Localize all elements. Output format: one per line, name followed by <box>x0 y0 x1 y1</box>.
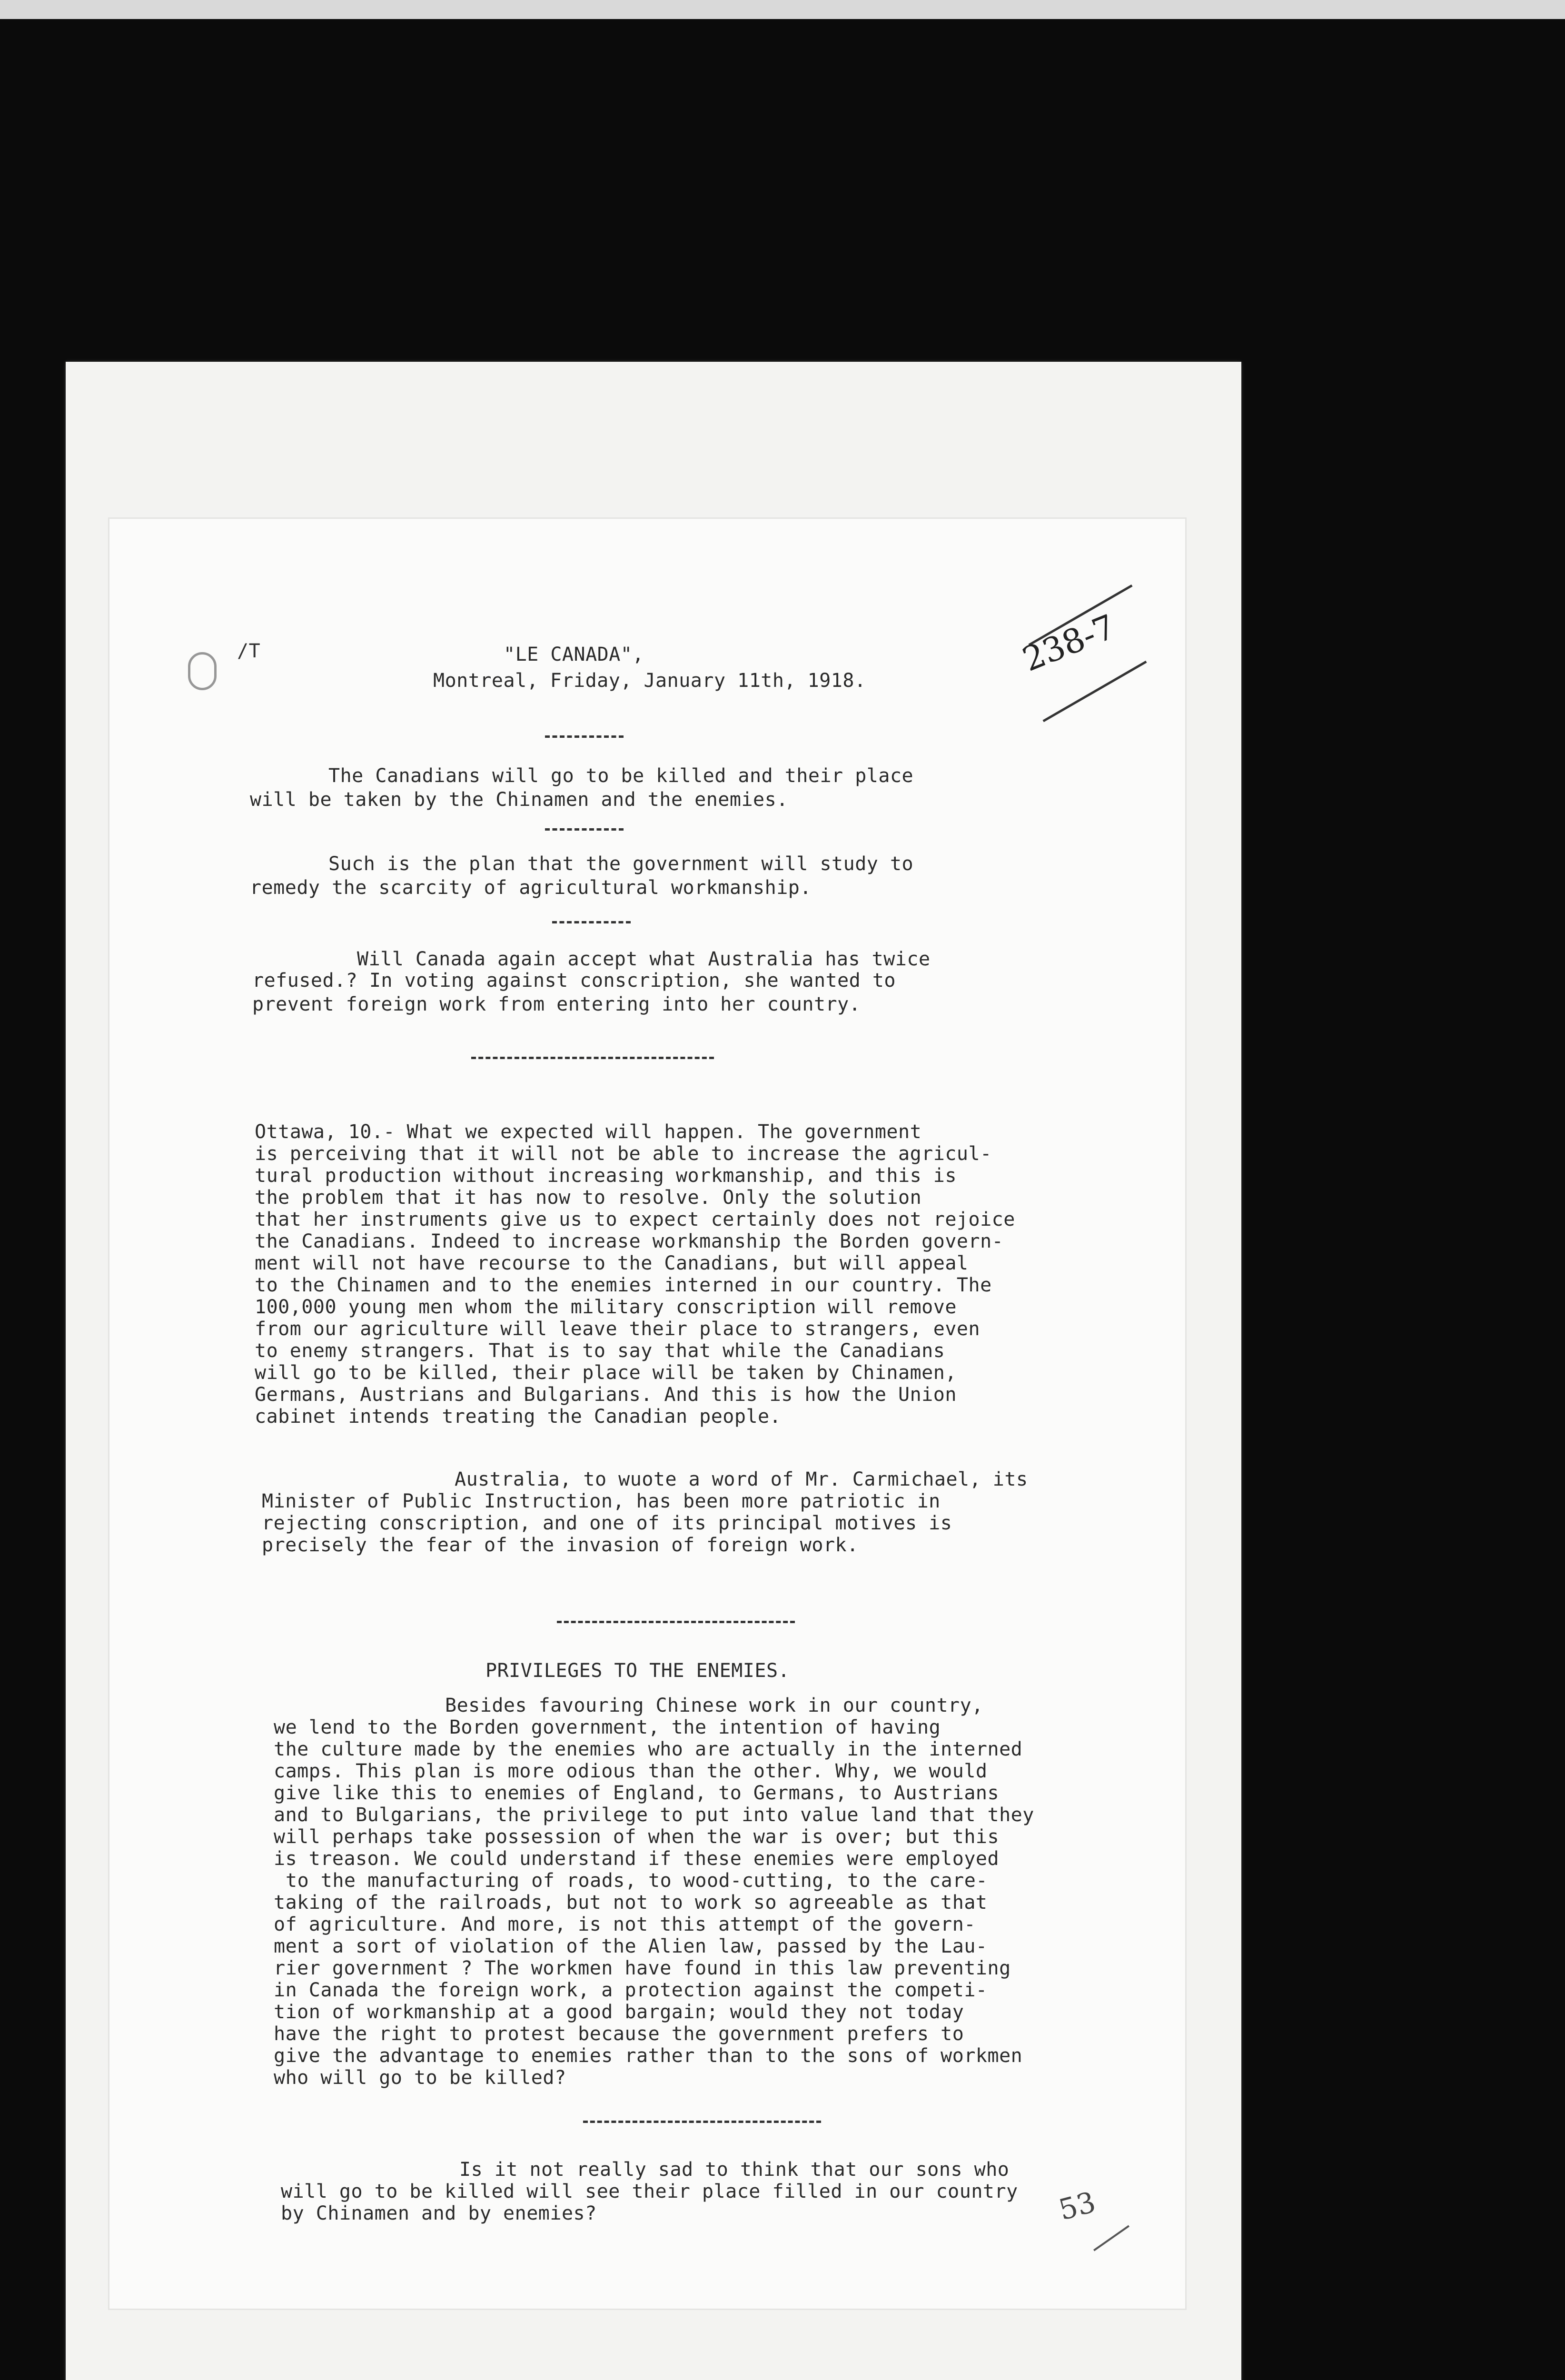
dateline: Montreal, Friday, January 11th, 1918. <box>433 670 866 692</box>
paragraph-line: give like this to enemies of England, to Germans, to Austrians <box>274 1782 1000 1804</box>
paragraph-line: Australia, to wuote a word of Mr. Carmichael, its <box>455 1468 1028 1490</box>
paragraph-line: Is it not really sad to think that our sons who <box>459 2159 1010 2181</box>
paragraph-line: we lend to the Borden government, the intention of having <box>274 1716 941 1738</box>
paragraph-line: Ottawa, 10.- What we expected will happen. The government <box>255 1121 922 1143</box>
masthead: "LE CANADA", <box>504 644 644 665</box>
paragraph-line: to the manufacturing of roads, to wood-cutting, to the care- <box>286 1870 988 1892</box>
paragraph-line: 100,000 young men whom the military conscription will remove <box>255 1296 957 1318</box>
paragraph-line: the problem that it has now to resolve. Only the solution <box>255 1187 922 1209</box>
paragraph-line: rier government ? The workmen have found in this law preventing <box>274 1957 1011 1979</box>
paragraph-line: to enemy strangers. That is to say that while the Canadians <box>255 1340 945 1362</box>
paragraph-line: taking of the railroads, but not to work so agreeable as that <box>274 1892 988 1914</box>
paragraph-line: the culture made by the enemies who are actually in the interned <box>274 1738 1023 1760</box>
divider-6 <box>583 2121 821 2123</box>
section-title: PRIVILEGES TO THE ENEMIES. <box>485 1660 790 1682</box>
divider-2 <box>545 828 624 831</box>
paragraph-line: from our agriculture will leave their place to strangers, even <box>255 1318 981 1340</box>
headline-line-2: will be taken by the Chinamen and the enemies. <box>250 789 788 811</box>
subhead1-line-2: remedy the scarcity of agricultural workmanship. <box>250 877 812 899</box>
paragraph-line: that her instruments give us to expect certainly does not rejoice <box>255 1209 1015 1230</box>
paragraph-line: and to Bulgarians, the privilege to put into value land that they <box>274 1804 1034 1826</box>
headline-line-1: The Canadians will go to be killed and their place <box>328 765 914 787</box>
divider-3 <box>552 921 631 923</box>
paragraph-line: tion of workmanship at a good bargain; would they not today <box>274 2001 964 2023</box>
paragraph-line: Besides favouring Chinese work in our country, <box>445 1695 983 1716</box>
folio-number: 53 <box>1055 2185 1099 2227</box>
divider-4 <box>471 1057 714 1059</box>
film-edge <box>0 0 1565 19</box>
divider-5 <box>557 1621 795 1623</box>
paperclip-mark <box>188 652 217 690</box>
paragraph-line: the Canadians. Indeed to increase workmanship the Borden govern- <box>255 1230 1004 1252</box>
paragraph-line: will go to be killed will see their place filled in our country <box>281 2181 1018 2202</box>
paragraph-line: of agriculture. And more, is not this attempt of the govern- <box>274 1914 976 1935</box>
paragraph-line: by Chinamen and by enemies? <box>281 2202 597 2224</box>
paragraph-line: Germans, Austrians and Bulgarians. And this is how the Union <box>255 1384 957 1406</box>
paragraph-line: Minister of Public Instruction, has been more patriotic in <box>262 1490 941 1512</box>
paragraph-line: in Canada the foreign work, a protection against the competi- <box>274 1979 988 2001</box>
divider-1 <box>545 735 624 738</box>
paragraph-line: tural production without increasing workmanship, and this is <box>255 1165 957 1187</box>
paragraph-line: is perceiving that it will not be able to increase the agricul- <box>255 1143 992 1165</box>
handwritten-file-number <box>1017 581 1154 704</box>
paragraph-line: rejecting conscription, and one of its principal motives is <box>262 1512 952 1534</box>
corner-mark: /T <box>237 640 261 662</box>
subhead2-line-2: refused.? In voting against conscription, she wanted to <box>252 970 896 992</box>
paragraph-line: ment will not have recourse to the Canadians, but will appeal <box>255 1252 969 1274</box>
paragraph-line: is treason. We could understand if these enemies were employed <box>274 1848 1000 1870</box>
paragraph-line: cabinet intends treating the Canadian people. <box>255 1406 782 1428</box>
paragraph-line: to the Chinamen and to the enemies interned in our country. The <box>255 1274 992 1296</box>
subhead2-line-3: prevent foreign work from entering into her country. <box>252 993 861 1015</box>
paragraph-line: give the advantage to enemies rather than to the sons of workmen <box>274 2045 1023 2067</box>
subhead1-line-1: Such is the plan that the government will study to <box>328 853 914 875</box>
paragraph-line: will go to be killed, their place will be taken by Chinamen, <box>255 1362 957 1384</box>
paragraph-line: will perhaps take possession of when the war is over; but this <box>274 1826 1000 1848</box>
paragraph-line: have the right to protest because the government prefers to <box>274 2023 964 2045</box>
paragraph-line: camps. This plan is more odious than the other. Why, we would <box>274 1760 988 1782</box>
subhead2-line-1: Will Canada again accept what Australia has twice <box>357 948 931 970</box>
paragraph-line: who will go to be killed? <box>274 2067 566 2089</box>
paragraph-line: precisely the fear of the invasion of foreign work. <box>262 1534 859 1556</box>
paragraph-line: ment a sort of violation of the Alien law, passed by the Lau- <box>274 1935 988 1957</box>
file-number: 238-7 <box>1017 607 1121 679</box>
